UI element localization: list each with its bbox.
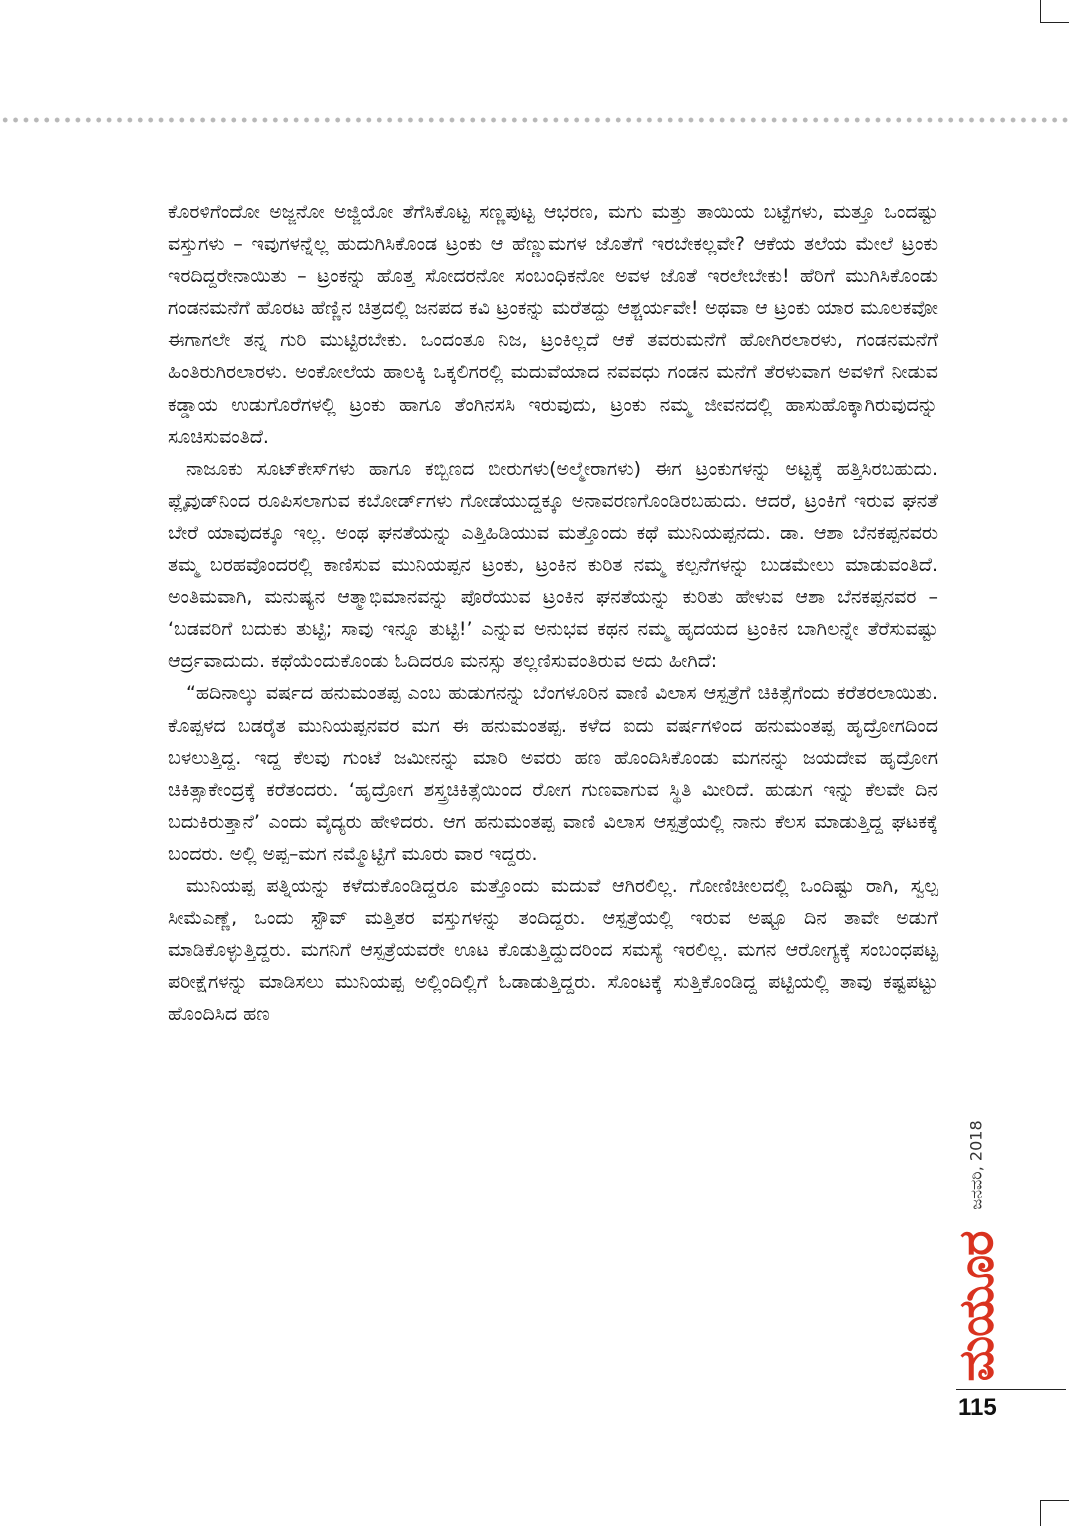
page-number: 115 (958, 1394, 997, 1421)
page-number-rule (956, 1389, 1066, 1390)
issue-date (952, 1100, 1002, 1230)
crop-mark-top (1040, 0, 1069, 23)
article-paragraph-3: “ಹದಿನಾಲ್ಕು ವರ್ಷದ ಹನುಮಂತಪ್ಪ ಎಂಬ ಹುಡುಗನನ್ನು ಬೆಂಗಳೂರಿನ ವಾಣಿ ವಿಲಾಸ ಆಸ್ಪತ್ರೆಗೆ ಚಿಕಿತ್ಸೆಗೆಂದು ಕರೆತರಲಾಯಿತು. ಕೊಪ್ಪಳದ ಬಡರೈತ ಮುನಿಯಪ್ಪನವರ ಮಗ ಈ ಹನುಮಂತಪ್ಪ. ಕಳೆದ ಐದು ವರ್ಷಗಳಿಂದ ಹನುಮಂತಪ್ಪ ಹೃದ್ರೋಗದಿಂದ ಬಳಲುತ್ತಿದ್ದ. ಇದ್ದ ಕೆಲವು ಗುಂಟೆ ಜಮೀನನ್ನು ಮಾರಿ ಅವರು ಹಣ ಹೊಂದಿಸಿಕೊಂಡು ಮಗನನ್ನು ಜಯದೇವ ಹೃದ್ರೋಗ ಚಿಕಿತ್ಸಾಕೇಂದ್ರಕ್ಕೆ ಕರೆತಂದರು. ‘ಹೃದ್ರೋಗ ಶಸ್ತ್ರಚಿಕಿತ್ಸೆಯಿಂದ ರೋಗ ಗುಣವಾಗುವ ಸ್ಥಿತಿ ಮೀರಿದೆ. ಹುಡುಗ ಇನ್ನು ಕೆಲವೇ ದಿನ ಬದುಕಿರುತ್ತಾನೆ’ ಎಂದು ವೈದ್ಯರು ಹೇಳಿದರು. ಆಗ ಹನುಮಂತಪ್ಪ ವಾಣಿ ವಿಲಾಸ ಆಸ್ಪತ್ರೆಯಲ್ಲಿ ನಾನು ಕೆಲಸ ಮಾಡುತ್ತಿದ್ದ ಘಟಕಕ್ಕೆ ಬಂದರು. ಅಲ್ಲಿ ಅಪ್ಪ–ಮಗ ನಮ್ಮೊಟ್ಟಿಗೆ ಮೂರು ವಾರ ಇದ್ದರು. (168, 682, 938, 865)
article-paragraph-4: ಮುನಿಯಪ್ಪ ಪತ್ನಿಯನ್ನು ಕಳೆದುಕೊಂಡಿದ್ದರೂ ಮತ್ತೊಂದು ಮದುವೆ ಆಗಿರಲಿಲ್ಲ. ಗೋಣಿಚೀಲದಲ್ಲಿ ಒಂದಿಷ್ಟು ರಾಗಿ, ಸ್ವಲ್ಪ ಸೀಮೆಎಣ್ಣೆ, ಒಂದು ಸ್ಟೌವ್ ಮತ್ತಿತರ ವಸ್ತುಗಳನ್ನು ತಂದಿದ್ದರು. ಆಸ್ಪತ್ರೆಯಲ್ಲಿ ಇರುವ ಅಷ್ಟೂ ದಿನ ತಾವೇ ಅಡುಗೆ ಮಾಡಿಕೊಳ್ಳುತ್ತಿದ್ದರು. ಮಗನಿಗೆ ಆಸ್ಪತ್ರೆಯವರೇ ಊಟ ಕೊಡುತ್ತಿದ್ದುದರಿಂದ ಸಮಸ್ಯೆ ಇರಲಿಲ್ಲ. ಮಗನ ಆರೋಗ್ಯಕ್ಕೆ ಸಂಬಂಧಪಟ್ಟ ಪರೀಕ್ಷೆಗಳನ್ನು ಮಾಡಿಸಲು ಮುನಿಯಪ್ಪ ಅಲ್ಲಿಂದಿಲ್ಲಿಗೆ ಓಡಾಡುತ್ತಿದ್ದರು. ಸೊಂಟಕ್ಕೆ ಸುತ್ತಿಕೊಂಡಿದ್ದ ಪಟ್ಟಿಯಲ್ಲಿ ತಾವು ಕಷ್ಟಪಟ್ಟು ಹೊಂದಿಸಿದ ಹಣ (168, 874, 938, 1026)
crop-mark-bottom (1040, 1500, 1069, 1526)
article-paragraph-2: ನಾಜೂಕು ಸೂಟ್‌ಕೇಸ್‌ಗಳು ಹಾಗೂ ಕಬ್ಬಿಣದ ಬೀರುಗಳು(ಅಲ್ಮೇರಾಗಳು) ಈಗ ಟ್ರಂಕುಗಳನ್ನು ಅಟ್ಟಕ್ಕೆ ಹತ್ತಿಸಿರಬಹುದು. ಪ್ಲೈವುಡ್‌ನಿಂದ ರೂಪಿಸಲಾಗುವ ಕಬೋರ್ಡ್‌ಗಳು ಗೋಡೆಯುದ್ದಕ್ಕೂ ಅನಾವರಣಗೊಂಡಿರಬಹುದು. ಆದರೆ, ಟ್ರಂಕಿಗೆ ಇರುವ ಘನತೆ ಬೇರೆ ಯಾವುದಕ್ಕೂ ಇಲ್ಲ. ಅಂಥ ಘನತೆಯನ್ನು ಎತ್ತಿಹಿಡಿಯುವ ಮತ್ತೊಂದು ಕಥೆ ಮುನಿಯಪ್ಪನದು. ಡಾ. ಆಶಾ ಬೆನಕಪ್ಪನವರು ತಮ್ಮ ಬರಹವೊಂದರಲ್ಲಿ ಕಾಣಿಸುವ ಮುನಿಯಪ್ಪನ ಟ್ರಂಕು, ಟ್ರಂಕಿನ ಕುರಿತ ನಮ್ಮ ಕಲ್ಪನೆಗಳನ್ನು ಬುಡಮೇಲು ಮಾಡುವಂತಿದೆ. ಅಂತಿಮವಾಗಿ, ಮನುಷ್ಯನ ಆತ್ಮಾಭಿಮಾನವನ್ನು ಪೊರೆಯುವ ಟ್ರಂಕಿನ ಘನತೆಯನ್ನು ಕುರಿತು ಹೇಳುವ ಆಶಾ ಬೆನಕಪ್ಪನವರ – ‘ಬಡವರಿಗೆ ಬದುಕು ತುಟ್ಟಿ; ಸಾವು ಇನ್ನೂ ತುಟ್ಟಿ!’ ಎನ್ನುವ ಅನುಭವ ಕಥನ ನಮ್ಮ ಹೃದಯದ ಟ್ರಂಕಿನ ಬಾಗಿಲನ್ನೇ ತೆರೆಸುವಷ್ಟು ಆರ್ದ್ರವಾದುದು. ಕಥೆಯೆಂದುಕೊಂಡು ಓದಿದರೂ ಮನಸ್ಸು ತಲ್ಲಣಿಸುವಂತಿರುವ ಅದು ಹೀಗಿದೆ: (168, 457, 938, 673)
dotted-divider (0, 116, 1072, 124)
article-paragraph-1: ಕೊರಳಿಗೆಂದೋ ಅಜ್ಜನೋ ಅಜ್ಜಿಯೋ ತೆಗೆಸಿಕೊಟ್ಟ ಸಣ್ಣಪುಟ್ಟ ಆಭರಣ, ಮಗು ಮತ್ತು ತಾಯಿಯ ಬಟ್ಟೆಗಳು, ಮತ್ತೂ ಒಂದಷ್ಟು ವಸ್ತುಗಳು – ಇವುಗಳನ್ನೆಲ್ಲ ಹುದುಗಿಸಿಕೊಂಡ ಟ್ರಂಕು ಆ ಹೆಣ್ಣುಮಗಳ ಜೊತೆಗೆ ಇರಬೇಕಲ್ಲವೇ? ಆಕೆಯ ತಲೆಯ ಮೇಲೆ ಟ್ರಂಕು ಇರದಿದ್ದರೇನಾಯಿತು – ಟ್ರಂಕನ್ನು ಹೊತ್ತ ಸೋದರನೋ ಸಂಬಂಧಿಕನೋ ಅವಳ ಜೊತೆ ಇರಲೇಬೇಕು! ಹೆರಿಗೆ ಮುಗಿಸಿಕೊಂಡು ಗಂಡನಮನೆಗೆ ಹೊರಟ ಹೆಣ್ಣಿನ ಚಿತ್ರದಲ್ಲಿ ಜನಪದ ಕವಿ ಟ್ರಂಕನ್ನು ಮರೆತದ್ದು ಆಶ್ಚರ್ಯವೇ! ಅಥವಾ ಆ ಟ್ರಂಕು ಯಾರ ಮೂಲಕವೋ ಈಗಾಗಲೇ ತನ್ನ ಗುರಿ ಮುಟ್ಟಿರಬೇಕು. ಒಂದಂತೂ ನಿಜ, ಟ್ರಂಕಿಲ್ಲದೆ ಆಕೆ ತವರುಮನೆಗೆ ಹೋಗಿರಲಾರಳು, ಗಂಡನಮನೆಗೆ ಹಿಂತಿರುಗಿರಲಾರಳು. ಅಂಕೋಲೆಯ ಹಾಲಕ್ಕಿ ಒಕ್ಕಲಿಗರಲ್ಲಿ ಮದುವೆಯಾದ ನವವಧು ಗಂಡನ ಮನೆಗೆ ತೆರಳುವಾಗ ಅವಳಿಗೆ ನೀಡುವ ಕಡ್ಡಾಯ ಉಡುಗೊರೆಗಳಲ್ಲಿ ಟ್ರಂಕು ಹಾಗೂ ತೆಂಗಿನಸಸಿ ಇರುವುದು, ಟ್ರಂಕು ನಮ್ಮ ಜೀವನದಲ್ಲಿ ಹಾಸುಹೊಕ್ಕಾಗಿರುವುದನ್ನು ಸೂಚಿಸುವಂತಿದೆ. (168, 201, 938, 448)
article-body (168, 196, 938, 1030)
magazine-logo-text: ಮಯೂರ (948, 1230, 1005, 1382)
magazine-logo (948, 1232, 1006, 1380)
issue-date-text: ಜನವರಿ, 2018 (967, 1120, 987, 1210)
